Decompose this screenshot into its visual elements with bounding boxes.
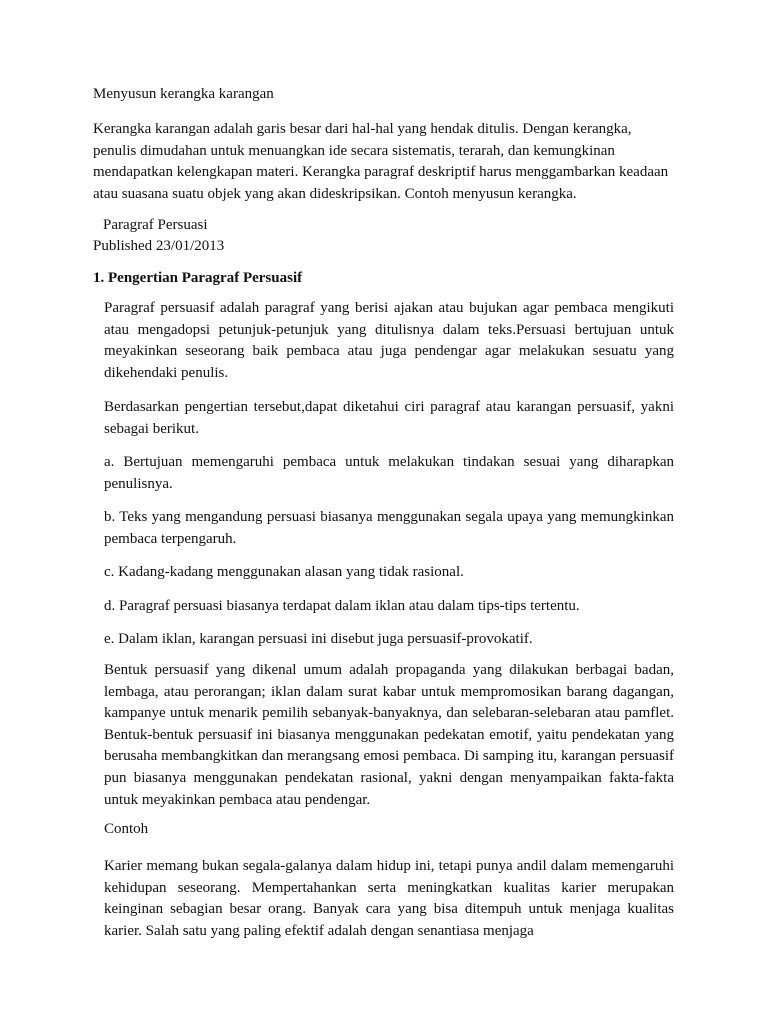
example-paragraph: Karier memang bukan segala-galanya dalam hidup ini, tetapi punya andil dalam memengaruhi kehidupan seseorang. Mempertahankan serta meningkatkan kualitas karier merupakan keinginan sebagian besar orang. Banyak cara yang bisa ditempuh untuk menjaga kualitas karier. Salah satu yang paling efektif adalah dengan senantiasa menjaga	[104, 858, 674, 939]
list-item-d: d. Paragraf persuasi biasanya terdapat dalam iklan atau dalam tips-tips tertentu.	[104, 598, 580, 614]
list-item-c: c. Kadang-kadang menggunakan alasan yang tidak rasional.	[104, 564, 464, 580]
section-heading: 1. Pengertian Paragraf Persuasif	[93, 270, 303, 286]
published-date: Published 23/01/2013	[93, 238, 225, 254]
list-item-b: b. Teks yang mengandung persuasi biasanya menggunakan segala upaya yang memungkinkan pembaca terpengaruh.	[104, 509, 674, 547]
characteristics-paragraph: Berdasarkan pengertian tersebut,dapat diketahui ciri paragraf atau karangan persuasif, yakni sebagai berikut.	[104, 399, 674, 437]
definition-paragraph: Paragraf persuasif adalah paragraf yang berisi ajakan atau bujukan agar pembaca mengikuti atau mengadopsi petunjuk-petunjuk yang ditulisnya dalam teks.Persuasi bertujuan untuk meyakinkan seseorang baik pembaca atau juga pendengar agar melakukan sesuatu yang dikehendaki penulis.	[104, 300, 674, 381]
list-item-a: a. Bertujuan memengaruhi pembaca untuk melakukan tindakan sesuai yang diharapkan penulisnya.	[104, 454, 674, 492]
intro-paragraph: Kerangka karangan adalah garis besar dari hal-hal yang hendak ditulis. Dengan kerangka, penulis dimudahan untuk menuangkan ide secara sistematis, terarah, dan kemungkinan mendapatkan kelengkapan materi. Kerangka paragraf deskriptif harus menggambarkan keadaan atau suasana suatu objek yang akan dideskripsikan. Contoh menyusun kerangka.	[93, 121, 669, 202]
document-title: Menyusun kerangka karangan	[93, 86, 274, 102]
example-label: Contoh	[104, 821, 149, 837]
list-item-e: e. Dalam iklan, karangan persuasi ini disebut juga persuasif-provokatif.	[104, 631, 533, 647]
forms-paragraph: Bentuk persuasif yang dikenal umum adalah propaganda yang dilakukan berbagai badan, lembaga, atau perorangan; iklan dalam surat kabar untuk mempromosikan barang dagangan, kampanye untuk menarik pemilih sebanyak-banyaknya, dan selebaran-selebaran atau pamflet. Bentuk-bentuk persuasif ini biasanya menggunakan pedekatan emotif, yaitu pendekatan yang berusaha membangkitkan dan merangsang emosi pembaca. Di samping itu, karangan persuasif pun biasanya menggunakan pendekatan rasional, yakni dengan menyampaikan fakta-fakta untuk meyakinkan pembaca atau pendengar.	[104, 662, 674, 808]
post-title: Paragraf Persuasi	[103, 217, 208, 233]
